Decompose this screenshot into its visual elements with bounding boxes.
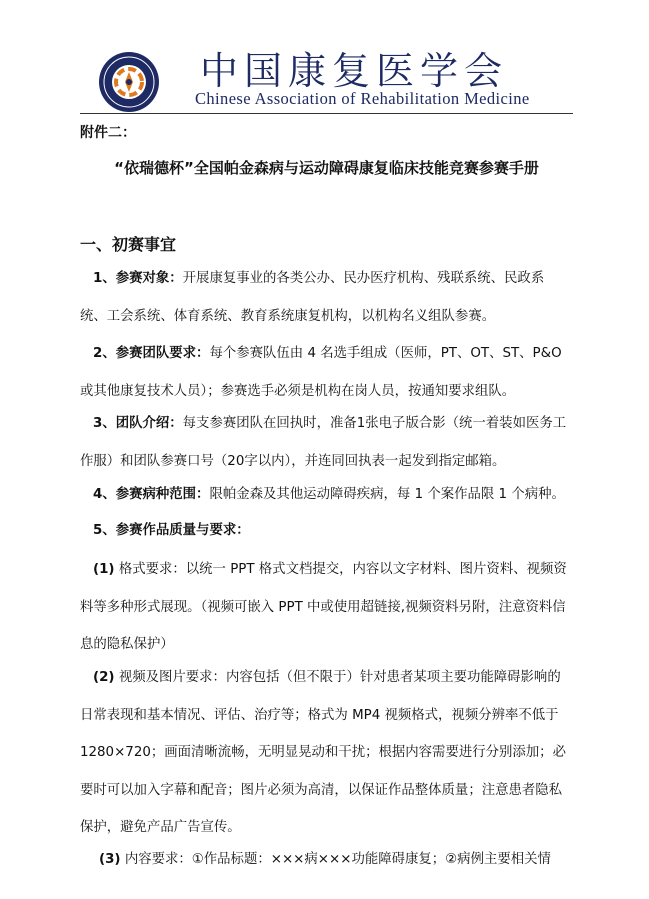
subitem-content: [86, 841, 576, 879]
item-disease-scope: [80, 476, 570, 514]
item-quality-requirements: [80, 512, 570, 550]
item-team-requirements: [80, 335, 570, 410]
subitem-format: [80, 551, 570, 664]
subitem-text: 内容要求：①作品标题：×××病×××功能障碍康复；②病例主要相关情: [120, 852, 551, 867]
org-name-english: Chinese Association of Rehabilitation Medicine: [195, 89, 530, 108]
item-text: 限帕金森及其他运动障碍疾病，每 1 个案作品限 1 个病种。: [209, 487, 565, 502]
attachment-label: 附件二：: [80, 125, 136, 141]
subitem-text: 视频及图片要求：内容包括（但不限于）针对患者某项主要功能障碍影响的日常表现和基本情况、评估、治疗等；格式为 MP4 视频格式，视频分辨率不低于 1280×720；画面清晰流畅，无明显晃动和干扰；根据内容需要进行分别添加；必要时可以加入字幕和配音；图片必须为高清，以保证作品整体质量；注意患者隐私保护，避免产品广告宣传。: [80, 670, 566, 835]
document-title: “依瑞德杯”全国帕金森病与运动障碍康复临床技能竞赛参赛手册: [114, 159, 539, 177]
org-name-chinese: 中国康复医学会: [200, 49, 509, 93]
item-label: 2、参赛团队要求：: [93, 346, 210, 361]
item-participants: [80, 260, 570, 335]
section-heading: 一、初赛事宜: [80, 235, 177, 254]
item-label: 5、参赛作品质量与要求：: [93, 523, 250, 538]
subitem-label: (3): [99, 852, 121, 867]
item-label: 3、团队介绍：: [93, 416, 183, 431]
header-divider: [80, 113, 573, 114]
subitem-label: (1): [93, 562, 115, 577]
item-label: 1、参赛对象：: [93, 271, 183, 286]
item-text: 开展康复事业的各类公办、民办医疗机构、残联系统、民政系统、工会系统、体育系统、教育系统康复机构，以机构名义组队参赛。: [80, 271, 545, 324]
subitem-text: 格式要求：以统一 PPT 格式文档提交，内容以文字材料、图片资料、视频资料等多种形式展现。（视频可嵌入 PPT 中或使用超链接,视频资料另附，注意资料信息的隐私保护）: [80, 562, 567, 652]
item-team-intro: [80, 405, 570, 480]
association-logo-icon: [98, 51, 160, 113]
subitem-label: (2): [93, 670, 115, 685]
letterhead: [0, 0, 649, 110]
item-text: 每支参赛团队在回执时，准备1张电子版合影（统一着装如医务工作服）和团队参赛口号（20字以内），并连同回执表一起发到指定邮箱。: [80, 416, 567, 469]
item-text: 每个参赛队伍由 4 名选手组成（医师，PT、OT、ST、P&O或其他康复技术人员）；参赛选手必须是机构在岗人员，按通知要求组队。: [80, 346, 562, 399]
subitem-video-image: [80, 659, 570, 847]
item-label: 4、参赛病种范围：: [93, 487, 210, 502]
